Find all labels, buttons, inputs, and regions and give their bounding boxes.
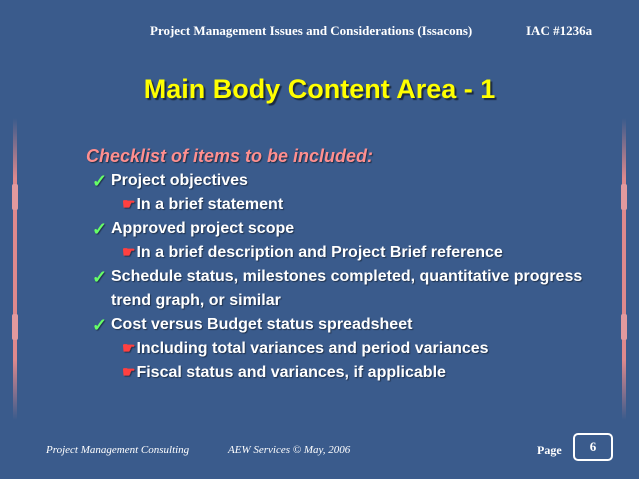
checklist-subitem-label: In a brief statement	[136, 196, 284, 213]
pointing-hand-icon: ☛	[122, 244, 136, 261]
checklist-subitem	[92, 193, 612, 217]
checklist-heading: Checklist of items to be included:	[86, 146, 374, 166]
check-icon: ✓	[92, 267, 108, 287]
checklist-item	[92, 313, 612, 337]
checklist	[92, 169, 612, 385]
left-decorative-bar	[13, 118, 17, 420]
pointing-hand-icon: ☛	[122, 196, 136, 213]
footer-copyright: AEW Services © May, 2006	[228, 444, 351, 456]
pointing-hand-icon: ☛	[122, 340, 136, 357]
checklist-item-label: Schedule status, milestones completed, quantitative progress trend graph, or similar	[111, 268, 583, 309]
slide-title: Main Body Content Area - 1	[143, 74, 496, 104]
page-label: Page	[537, 443, 562, 457]
check-icon: ✓	[92, 219, 108, 239]
footer-company: Project Management Consulting	[46, 444, 190, 456]
header-title: Project Management Issues and Considerations (Issacons)	[150, 23, 473, 38]
checklist-subitem-label: Fiscal status and variances, if applicable	[136, 364, 446, 381]
checklist-subitem-label: In a brief description and Project Brief reference	[136, 244, 503, 261]
checklist-item-label: Approved project scope	[111, 220, 295, 237]
checklist-subitem	[92, 361, 612, 385]
checklist-item	[92, 217, 612, 241]
check-icon: ✓	[92, 171, 108, 191]
checklist-item	[92, 169, 612, 193]
pointing-hand-icon: ☛	[122, 364, 136, 381]
checklist-item-label: Cost versus Budget status spreadsheet	[111, 316, 413, 333]
page-number: 6	[573, 433, 613, 461]
checklist-item	[92, 265, 612, 313]
checklist-subitem-label: Including total variances and period variances	[136, 340, 489, 357]
checklist-subitem	[92, 337, 612, 361]
right-decorative-bar	[622, 118, 626, 420]
header-code: IAC #1236a	[526, 23, 593, 38]
check-icon: ✓	[92, 315, 108, 335]
checklist-item-label: Project objectives	[111, 172, 248, 189]
checklist-subitem	[92, 241, 612, 265]
